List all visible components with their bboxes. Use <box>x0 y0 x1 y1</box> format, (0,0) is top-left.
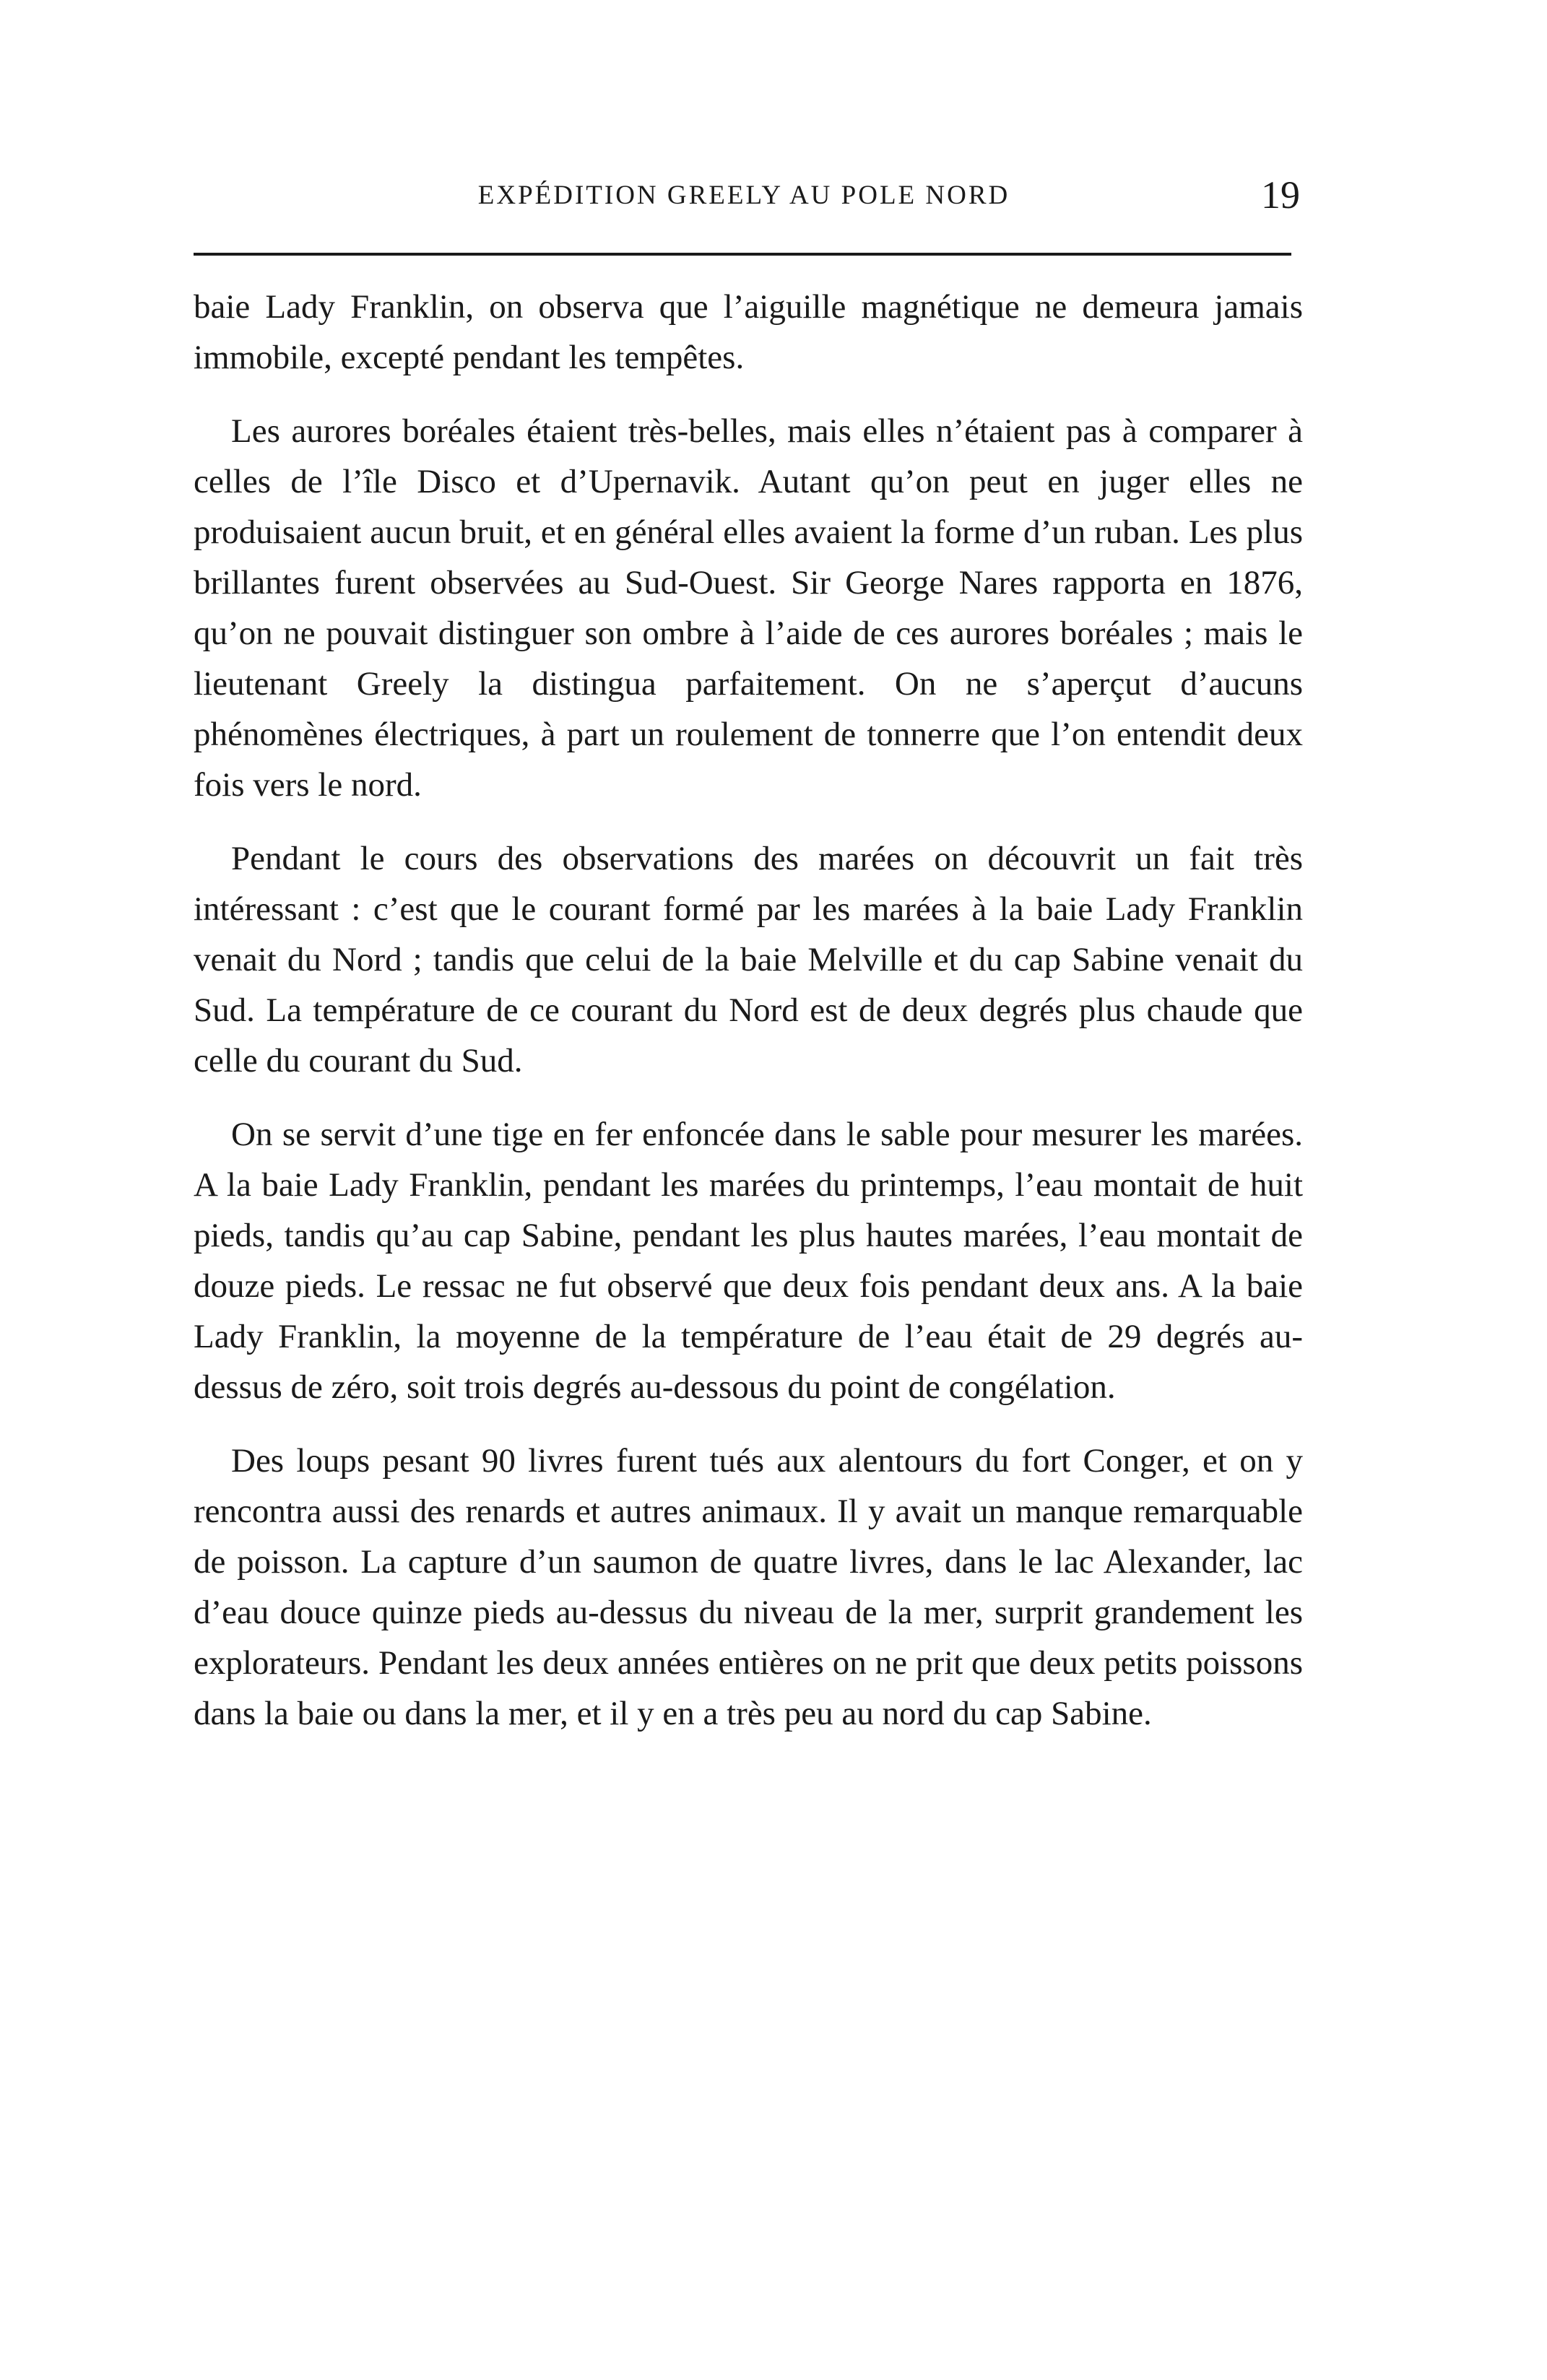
body-text <box>194 282 1303 1762</box>
running-head <box>195 173 1300 227</box>
paragraph-5: Des loups pesant 90 livres furent tués aux alentours du fort Conger, et on y rencontra aussi des renards et autres animaux. Il y avait un manque remarquable de poisson. La capture d’un saumon de quatre livres, dans le lac Alexander, lac d’eau douce quinze pieds au-dessus du niveau de la mer, surprit grandement les explorateurs. Pendant les deux années entières on ne prit que deux petits poissons dans la baie ou dans la mer, et il y en a très peu au nord du cap Sabine. <box>194 1442 1303 1732</box>
paragraph-2: Les aurores boréales étaient très-belles, mais elles n’étaient pas à comparer à celles de l’île Disco et d’Upernavik. Autant qu’on peut en juger elles ne produisaient aucun bruit, et en général elles avaient la forme d’un ruban. Les plus brillantes furent observées au Sud-Ouest. Sir George Nares rapporta en 1876, qu’on ne pouvait distinguer son ombre à l’aide de ces aurores boréales ; mais le lieutenant Greely la distingua parfaitement. On ne s’aperçut d’aucuns phénomènes électriques, à part un roulement de tonnerre que l’on entendit deux fois vers le nord. <box>194 412 1303 804</box>
paragraph-3: Pendant le cours des observations des marées on découvrit un fait très intéressant : c’est que le courant formé par les marées à la baie Lady Franklin venait du Nord ; tandis que celui de la baie Melville et du cap Sabine venait du Sud. La température de ce courant du Nord est de deux degrés plus chaude que celle du courant du Sud. <box>194 840 1303 1080</box>
header-rule <box>194 253 1291 256</box>
page-number: 19 <box>1261 173 1300 217</box>
running-title: EXPÉDITION GREELY AU POLE NORD <box>477 181 1010 210</box>
paragraph-4: On se servit d’une tige en fer enfoncée dans le sable pour mesurer les marées. A la baie Lady Franklin, pendant les marées du printemps, l’eau montait de huit pieds, tandis qu’au cap Sabine, pendant les plus hautes marées, l’eau montait de douze pieds. Le ressac ne fut observé que deux fois pendant deux ans. A la baie Lady Franklin, la moyenne de la température de l’eau était de 29 degrés au-dessus de zéro, soit trois degrés au-dessous du point de congélation. <box>194 1116 1303 1406</box>
paragraph-1: baie Lady Franklin, on observa que l’aiguille magnétique ne demeura jamais immobile, excepté pendant les tempêtes. <box>194 288 1303 376</box>
